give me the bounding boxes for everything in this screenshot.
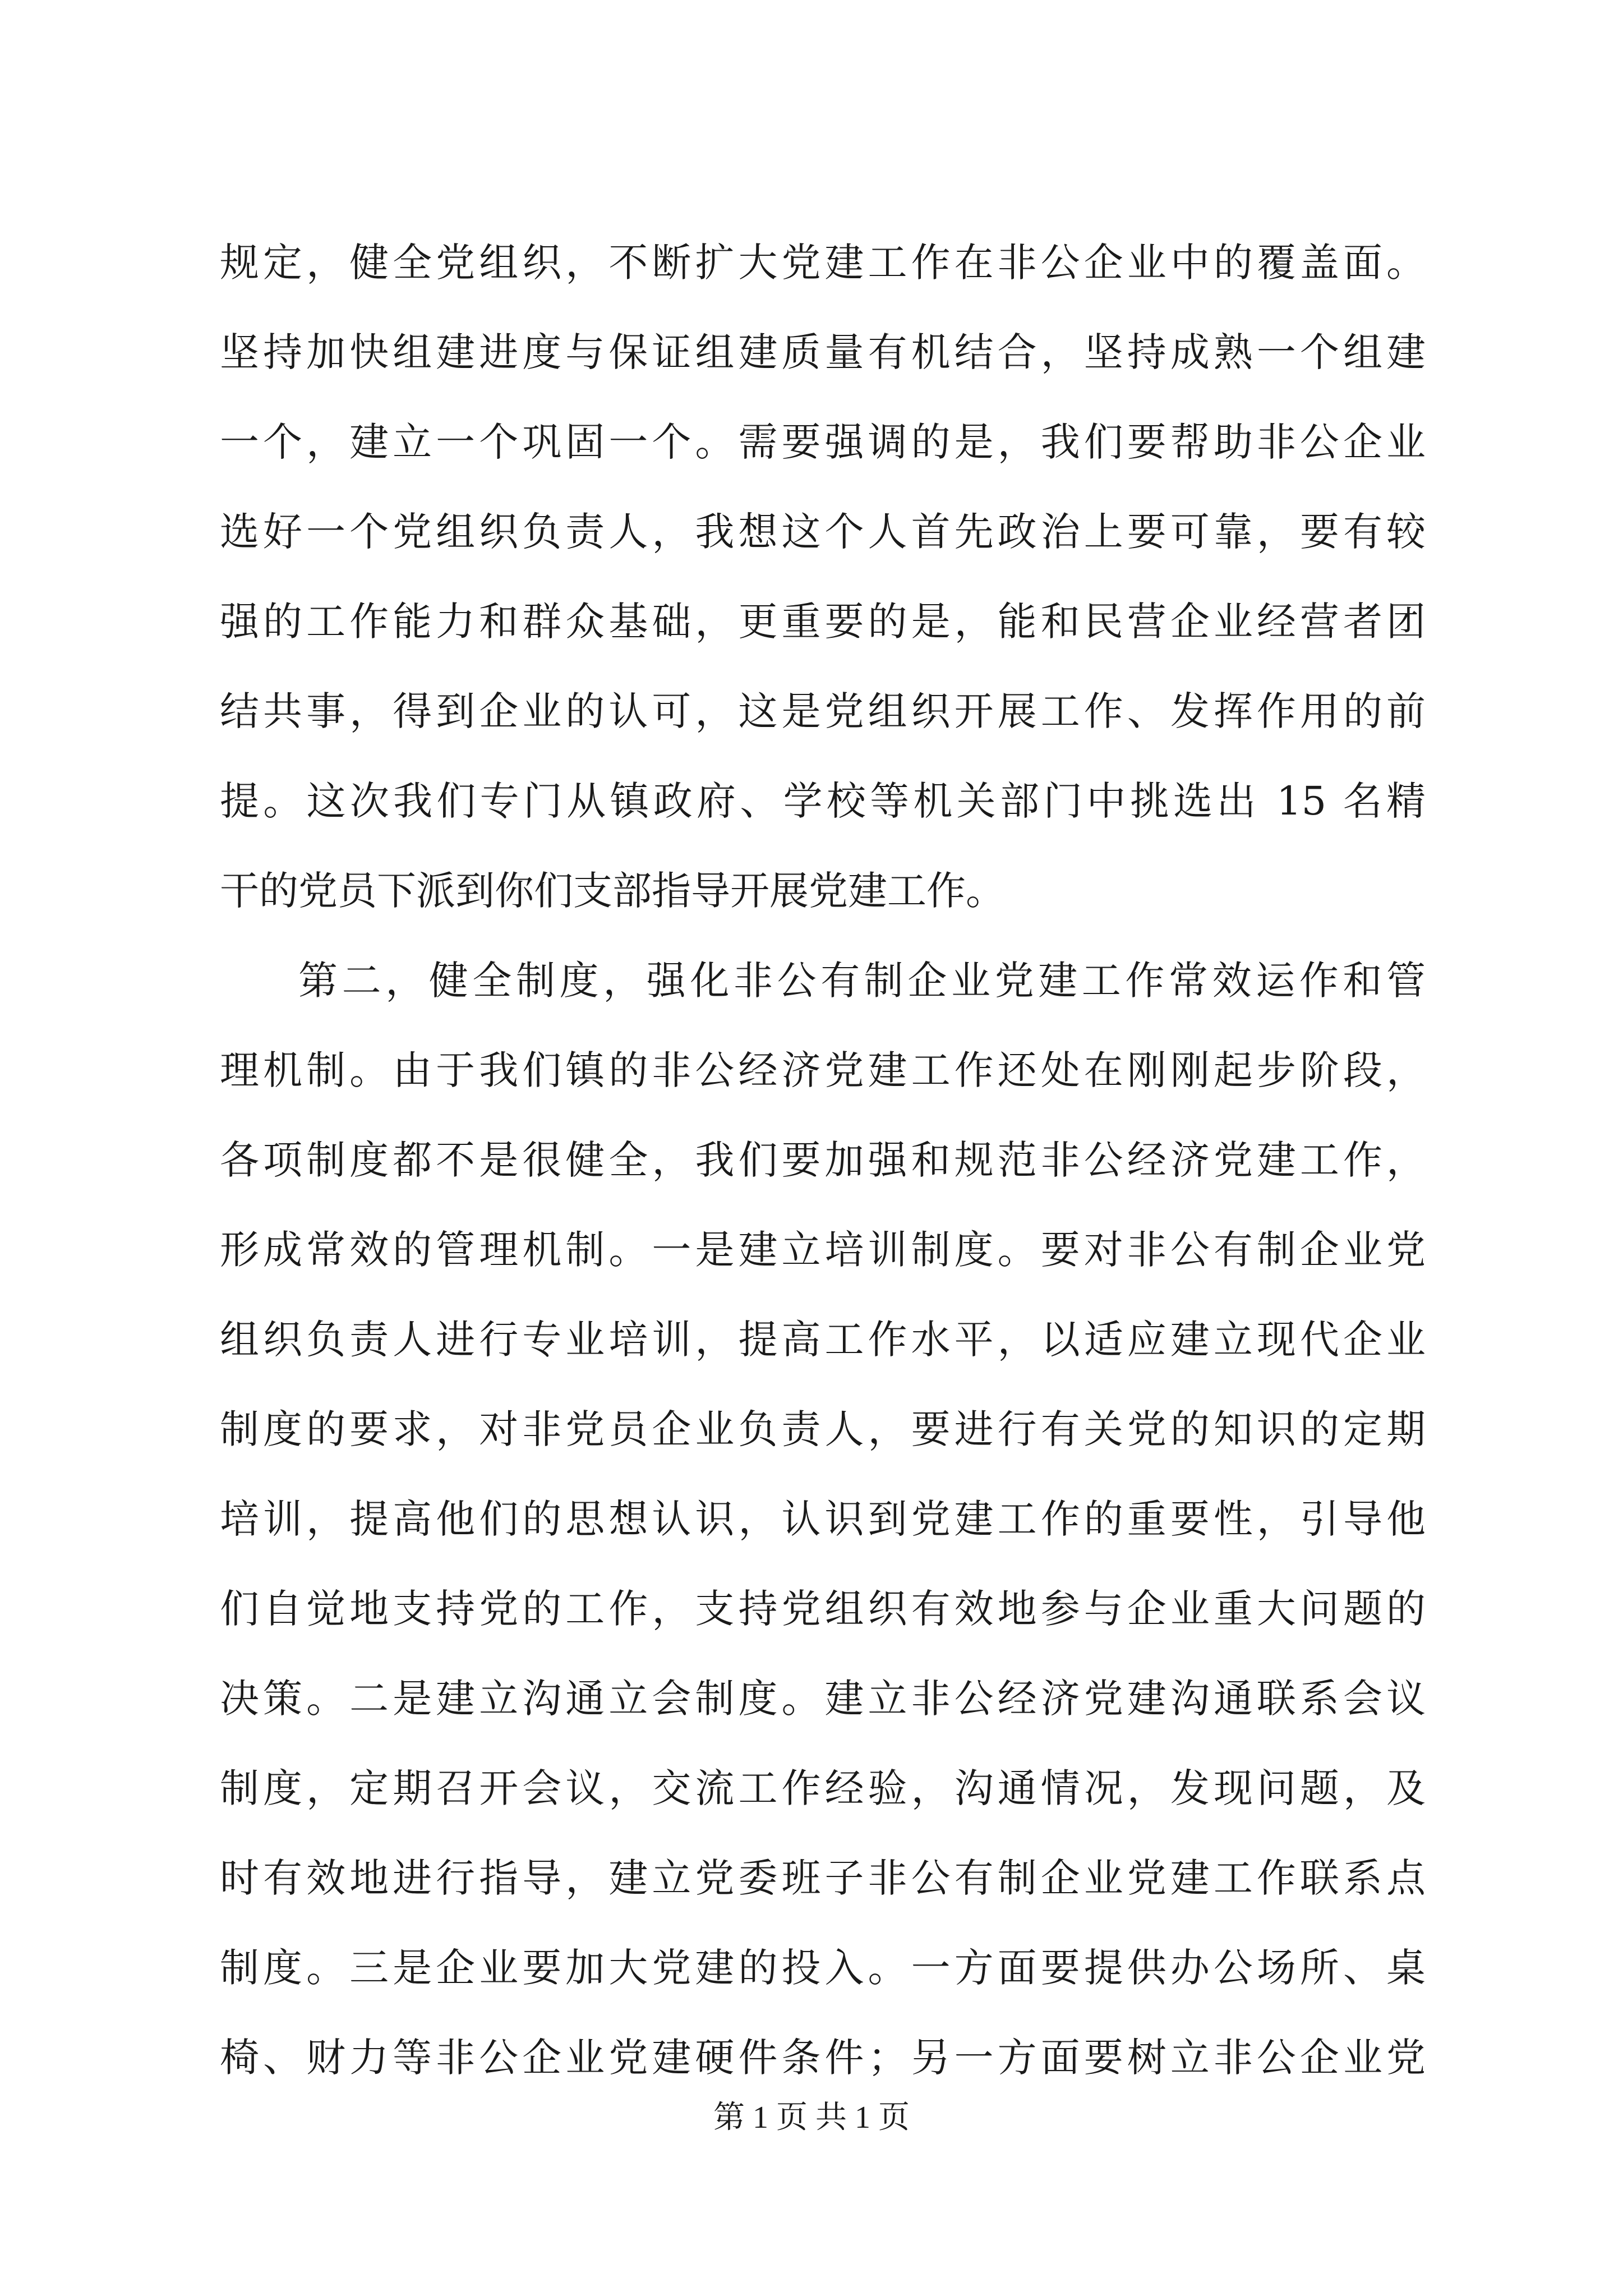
text-line: 提。这次我们专门从镇政府、学校等机关部门中挑选出 15 名精 [220,778,1426,824]
text-line: 强的工作能力和群众基础，更重要的是，能和民营企业经营者团 [220,599,1426,645]
text-line: 理机制。由于我们镇的非公经济党建工作还处在刚刚起步阶段， [220,1047,1426,1093]
text-line: 一个，建立一个巩固一个。需要强调的是，我们要帮助非公企业 [220,419,1426,465]
document-body [220,218,1426,2102]
text-line: 培训，提高他们的思想认识，认识到党建工作的重要性，引导他 [220,1496,1426,1542]
text-line: 制度的要求，对非党员企业负责人，要进行有关党的知识的定期 [220,1406,1426,1452]
text-line: 各项制度都不是很健全，我们要加强和规范非公经济党建工作， [220,1137,1426,1183]
text-line: 坚持加快组建进度与保证组建质量有机结合，坚持成熟一个组建 [220,329,1426,375]
text-line: 结共事，得到企业的认可，这是党组织开展工作、发挥作用的前 [220,688,1426,734]
page-footer [0,2095,1623,2140]
text-line: 制度。三是企业要加大党建的投入。一方面要提供办公场所、桌 [220,1945,1426,1991]
text-line: 组织负责人进行专业培训，提高工作水平，以适应建立现代企业 [220,1317,1426,1363]
text-line: 们自觉地支持党的工作，支持党组织有效地参与企业重大问题的 [220,1586,1426,1632]
text-line: 时有效地进行指导，建立党委班子非公有制企业党建工作联系点 [220,1855,1426,1901]
paragraph-first-line: 第二，健全制度，强化非公有制企业党建工作常效运作和管 [298,958,1426,1004]
text-line: 规定，健全党组织，不断扩大党建工作在非公企业中的覆盖面。 [220,240,1426,286]
text-line: 制度，定期召开会议，交流工作经验，沟通情况，发现问题，及 [220,1765,1426,1811]
text-line: 决策。二是建立沟通立会制度。建立非公经济党建沟通联系会议 [220,1676,1426,1722]
text-line: 干的党员下派到你们支部指导开展党建工作。 [220,868,1005,914]
text-line: 选好一个党组织负责人，我想这个人首先政治上要可靠，要有较 [220,509,1426,555]
page-number-label: 第 1 页 共 1 页 [713,2100,910,2135]
text-line: 椅、财力等非公企业党建硬件条件；另一方面要树立非公企业党 [220,2035,1426,2081]
text-line: 形成常效的管理机制。一是建立培训制度。要对非公有制企业党 [220,1227,1426,1273]
